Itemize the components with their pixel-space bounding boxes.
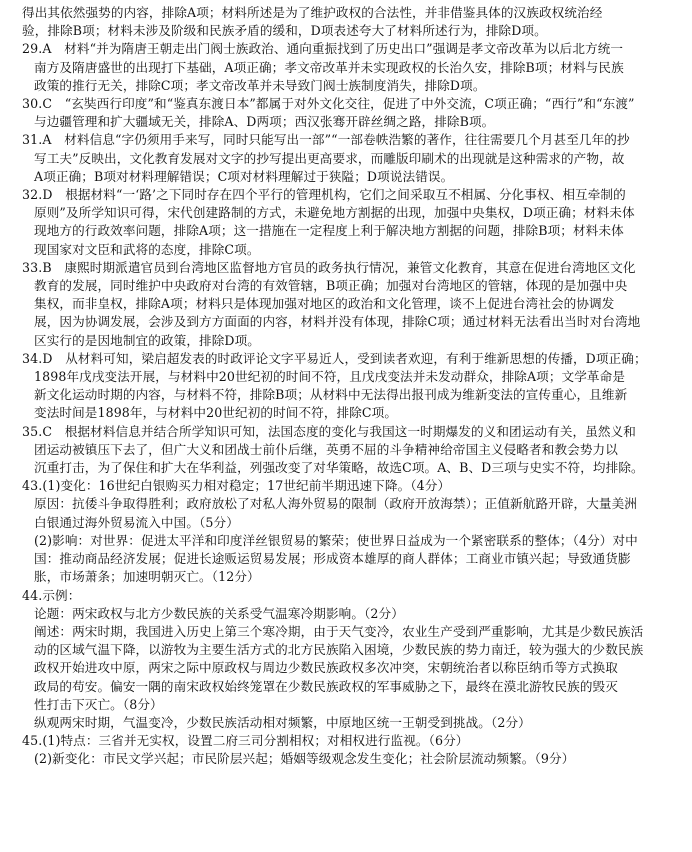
answer-line: 现国家对文臣和武将的态度，排除C项。 [34,241,260,257]
answer-line: 44.示例： [22,587,81,603]
answer-line: 性打击下灭亡。（8分） [34,696,163,712]
answer-line: 得出其依然强势的内容，排除A项；材料所述是为了维护政权的合法性，并非借鉴具体的汉族政权统治经 [22,5,603,20]
answer-entry [22,40,676,95]
answer-line: 写工夫”反映出，文化教育发展对文字的抄写提出更高要求，而雕版印刷术的出现就是这种需求的产物，故 [34,150,625,166]
answer-line: 32.D 根据材料“一‘路’之下同时存在四个平行的管理机构，它们之间采取互不相属、分化事权、相互牵制的 [22,187,626,203]
answer-line: A项正确；B项对材料理解错误；C项对材料理解过于狭隘；D项说法错误。 [34,168,454,184]
answer-line: 论题：两宋政权与北方少数民族的关系受气温寒冷期影响。（2分） [34,605,404,621]
answer-line: 政策的推行无关，排除C项；孝文帝改革并未导致门阀士族制度消失，排除D项。 [34,77,486,93]
answer-line: (2)影响：对世界：促进太平洋和印度洋丝银贸易的繁荣；使世界日益成为一个紧密联系的整体；（4分）对中 [34,532,638,548]
answer-line: 原因：抗倭斗争取得胜利；政府放松了对私人海外贸易的限制（政府开放海禁）；正值新航路开辟，大量美洲 [34,496,637,512]
answer-entry [22,4,676,40]
answer-line: 集权，而非皇权，排除A项；材料只是体现加强对地区的政治和文化管理，谈不上促进台湾社会的协调发 [34,296,615,312]
answer-entry [22,423,676,478]
answer-line: 阐述：两宋时期，我国进入历史上第三个寒冷期，由于天气变冷，农业生产受到严重影响，尤其是少数民族活 [34,623,644,639]
answer-line: 纵观两宋时期，气温变冷，少数民族活动相对频繁，中原地区统一王朝受到挑战。（2分） [34,714,531,730]
answer-line: (2)新变化：市民文学兴起；市民阶层兴起；婚姻等级观念发生变化；社会阶层流动频繁。（9分） [34,751,575,767]
answer-line: 35.C 根据材料信息并结合所学知识可知，法国态度的变化与我国这一时期爆发的义和团运动有关，虽然义和 [22,423,636,439]
answer-list [22,4,676,769]
answer-entry [22,732,676,768]
answer-entry [22,95,676,131]
answer-line: 30.C “玄奘西行印度”和“鉴真东渡日本”都属于对外文化交往，促进了中外交流，C项正确；“西行”和“东渡” [22,96,635,112]
answer-line: 政权开始进攻中原，两宋之际中原政权与周边少数民族政权多次冲突，宋朝统治者以称臣纳币等方式换取 [34,660,618,676]
answer-line: 团运动被镇压下去了，但广大义和团战士前仆后继，英勇不屈的斗争精神给帝国主义侵略者和教会势力以 [34,441,618,457]
answer-line: 45.(1)特点：三省并无实权，设置二府三司分割相权；对相权进行监视。（6分） [22,733,469,749]
answer-line: 新文化运动时期的内容，与材料不符，排除B项；从材料中无法得出报刊成为维新变法的宣传重心，且维新 [34,387,628,403]
answer-line: 29.A 材料“并为隋唐王朝走出门阀士族政治、通向重振找到了历史出口”强调是孝文帝改革为以后北方统一 [22,41,624,57]
answer-line: 原则”及所学知识可得，宋代创建路制的方式，未避免地方割据的出现，加强中央集权，D项正确；材料未体 [34,205,635,221]
answer-line: 33.B 康熙时期派遣官员到台湾地区监督地方官员的政务执行情况，兼管文化教育，其意在促进台湾地区文化 [22,259,636,275]
answer-line: 与边疆管理和扩大疆域无关，排除A、D两项；西汉张骞开辟丝绸之路，排除B项。 [34,114,495,130]
answer-line: 31.A 材料信息“字仍须用手来写，同时只能写出一部”“一部卷帙浩繁的著作，往往需要几个月甚至几年的抄 [22,132,630,148]
answer-line: 现地方的行政效率问题，排除A项；这一措施在一定程度上利于解决地方割据的问题，排除B项；材料未体 [34,223,624,239]
answer-line: 动的区域气温下降，以游牧为主要生活方式的北方民族陷入困境，少数民族的势力南迁，较为强大的少数民族 [34,642,644,658]
answer-line: 南方及隋唐盛世的出现打下基础，A项正确；孝文帝改革并未实现政权的长治久安，排除B项；材料与民族 [34,59,624,75]
answer-line: 国：推动商品经济发展；促进长途贩运贸易发展；形成资本雄厚的商人群体；工商业市镇兴起；导致通货膨 [34,551,631,567]
answer-entry [22,131,676,186]
answer-line: 展，因为协调发展，会涉及到方方面面的内容，材料并没有体现，排除C项；通过材料无法看出当时对台湾地 [34,314,641,330]
answer-line: 1898年戊戌变法开展，与材料中20世纪初的时间不符，且戊戌变法并未发动群众，排除A项；文学革命是 [34,369,626,385]
answer-line: 区实行的是因地制宜的政策，排除D项。 [34,332,260,348]
answer-entry [22,186,676,259]
answer-line: 验，排除B项；材料未涉及阶级和民族矛盾的缓和，D项表述夸大了材料所述行为，排除D项。 [22,23,547,39]
answer-entry [22,259,676,350]
answer-line: 变法时间是1898年，与材料中20世纪初的时间不符，排除C项。 [34,405,398,421]
answer-line: 43.(1)变化：16世纪白银购买力相对稳定；17世纪前半期迅速下降。（4分） [22,478,451,494]
answer-entry [22,350,676,423]
answer-line: 白银通过海外贸易流入中国。（5分） [34,514,239,530]
answer-entry [22,477,676,586]
answer-line: 政局的苟安。偏安一隅的南宋政权始终笼罩在少数民族政权的军事威胁之下，最终在漠北游牧民族的毁灭 [34,678,618,694]
answer-line: 34.D 从材料可知，梁启超发表的时政评论文字平易近人，受到读者欢迎，有利于维新思想的传播，D项正确； [22,350,647,366]
answer-entry [22,587,676,733]
answer-line: 教育的发展，同时维护中央政府对台湾的有效管辖，B项正确；加强对台湾地区的管辖，体现的是加强中央 [34,278,628,294]
answer-line: 沉重打击，为了保住和扩大在华利益，列强改变了对华策略，故选C项。A、B、D三项与史实不符，均排除。 [34,460,644,476]
answer-line: 胀，市场萧条；加速明朝灭亡。（12分） [34,569,260,585]
